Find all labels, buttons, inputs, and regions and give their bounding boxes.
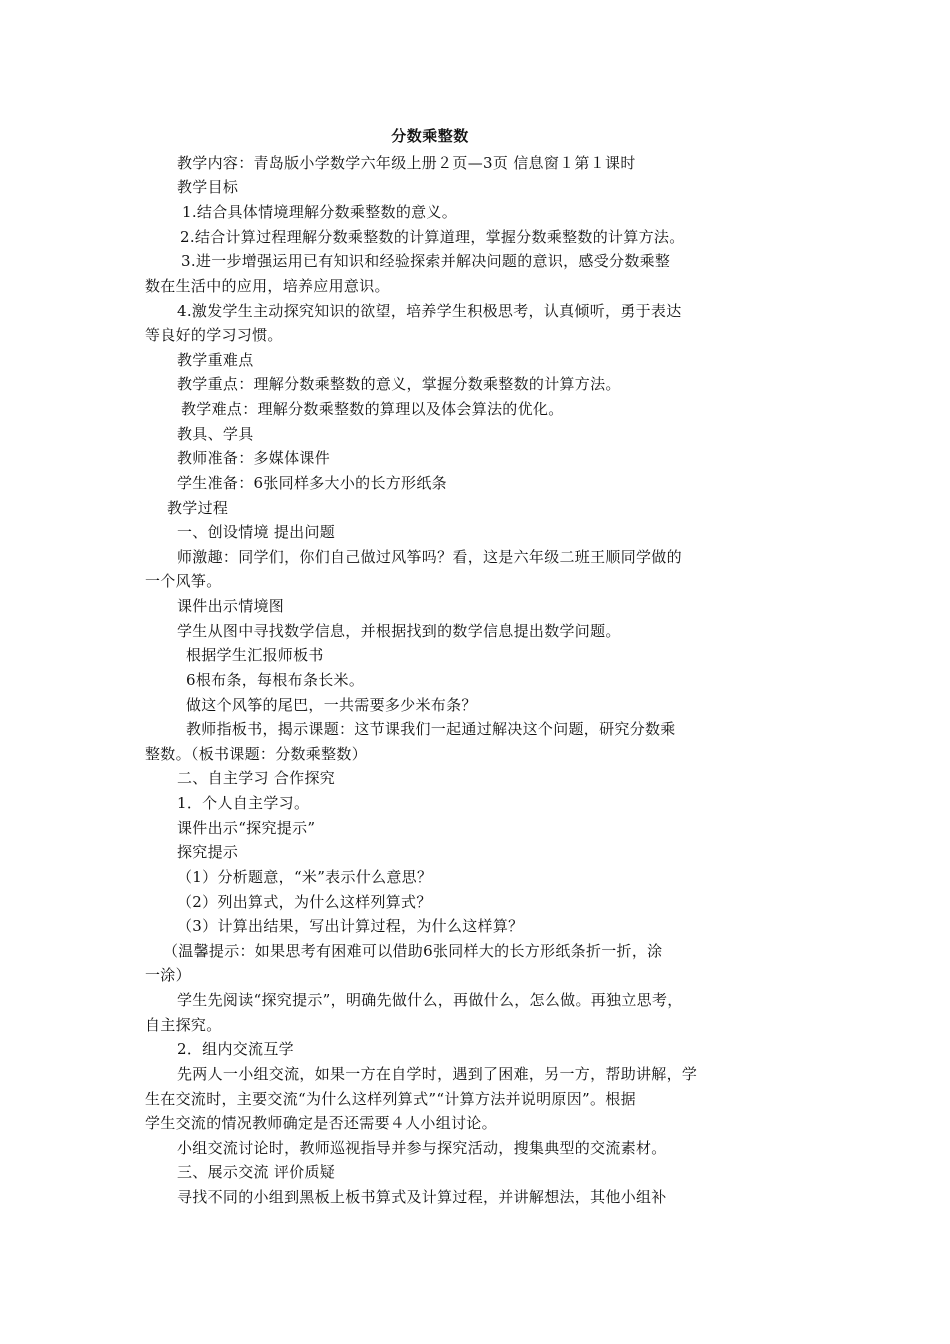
text-line-hint-3: （3）计算出结果，写出计算过程，为什么这样算？ xyxy=(177,917,524,935)
text-line-group-exchange: 2．组内交流互学 xyxy=(177,1040,294,1058)
text-line-self-study: 1．个人自主学习。 xyxy=(177,794,310,812)
text-line-objective-4-cont: 等良好的学习习惯。 xyxy=(145,326,283,344)
text-line-tip-cont: 一涂） xyxy=(145,966,191,984)
text-line-objective-3-cont: 数在生活中的应用，培养应用意识。 xyxy=(145,277,390,295)
text-line-student-prep: 学生准备：6张同样多大小的长方形纸条 xyxy=(177,474,447,492)
text-line-pair-exchange-cont-2: 学生交流的情况教师确定是否还需要４人小组讨论。 xyxy=(145,1114,497,1132)
text-line-hint-2: （2）列出算式，为什么这样列算式？ xyxy=(177,893,432,911)
text-line-hint-heading: 探究提示 xyxy=(177,843,239,861)
text-line-difficulty: 教学难点：理解分数乘整数的算理以及体会算法的优化。 xyxy=(181,400,564,418)
text-line-objective-4: 4.激发学生主动探究知识的欲望，培养学生积极思考，认真倾听，勇于表达 xyxy=(177,302,682,320)
text-line-objectives-heading: 教学目标 xyxy=(177,178,239,196)
document-title: 分数乘整数 xyxy=(391,127,469,145)
text-line-read-hint-cont: 自主探究。 xyxy=(145,1016,222,1034)
text-line-key-point: 教学重点：理解分数乘整数的意义，掌握分数乘整数的计算方法。 xyxy=(177,375,621,393)
text-line-hint-1: （1）分析题意，“米”表示什么意思？ xyxy=(177,868,433,886)
text-line-read-hint: 学生先阅读“探究提示”，明确先做什么，再做什么，怎么做。再独立思考， xyxy=(177,991,683,1009)
text-line-objective-2: 2.结合计算过程理解分数乘整数的计算道理，掌握分数乘整数的计算方法。 xyxy=(180,228,685,246)
text-line-content: 教学内容：青岛版小学数学六年级上册２页—3页 信息窗１第１课时 xyxy=(177,154,636,172)
text-line-tools-heading: 教具、学具 xyxy=(177,425,254,443)
text-line-presentation: 寻找不同的小组到黑板上板书算式及计算过程，并讲解想法，其他小组补 xyxy=(177,1188,667,1206)
text-line-strips: 6根布条，每根布条长米。 xyxy=(186,671,365,689)
text-line-board-notes: 根据学生汇报师板书 xyxy=(186,646,324,664)
text-line-pair-exchange: 先两人一小组交流，如果一方在自学时，遇到了困难，另一方，帮助讲解，学 xyxy=(177,1065,698,1083)
text-line-pair-exchange-cont: 生在交流时，主要交流“为什么这样列算式”“计算方法并说明原因”。根据 xyxy=(145,1090,636,1108)
text-line-tip: （温馨提示：如果思考有困难可以借助6张同样大的长方形纸条折一折，涂 xyxy=(163,942,663,960)
text-line-show-scene: 课件出示情境图 xyxy=(177,597,285,615)
text-line-objective-1: 1.结合具体情境理解分数乘整数的意义。 xyxy=(182,203,458,221)
text-line-section-1: 一、创设情境 提出问题 xyxy=(177,523,336,541)
text-line-section-2: 二、自主学习 合作探究 xyxy=(177,769,336,787)
text-line-topic: 教师指板书，揭示课题：这节课我们一起通过解决这个问题，研究分数乘 xyxy=(186,720,676,738)
text-line-objective-3: 3.进一步增强运用已有知识和经验探索并解决问题的意识，感受分数乘整 xyxy=(181,252,671,270)
text-line-teacher-intro: 师激趣：同学们，你们自己做过风筝吗？看，这是六年级二班王顺同学做的 xyxy=(177,548,682,566)
text-line-student-find: 学生从图中寻找数学信息，并根据找到的数学信息提出数学问题。 xyxy=(177,622,621,640)
text-line-process-heading: 教学过程 xyxy=(167,499,229,517)
text-line-key-points-heading: 教学重难点 xyxy=(177,351,254,369)
text-line-question: 做这个风筝的尾巴，一共需要多少米布条？ xyxy=(186,696,477,714)
text-line-teacher-intro-cont: 一个风筝。 xyxy=(145,572,222,590)
text-line-show-hint: 课件出示“探究提示” xyxy=(177,819,316,837)
text-line-teacher-prep: 教师准备：多媒体课件 xyxy=(177,449,331,467)
text-line-group-discussion: 小组交流讨论时，教师巡视指导并参与探究活动，搜集典型的交流素材。 xyxy=(177,1139,667,1157)
text-line-section-3: 三、展示交流 评价质疑 xyxy=(177,1163,336,1181)
text-line-topic-cont: 整数。（板书课题：分数乘整数） xyxy=(145,745,368,763)
